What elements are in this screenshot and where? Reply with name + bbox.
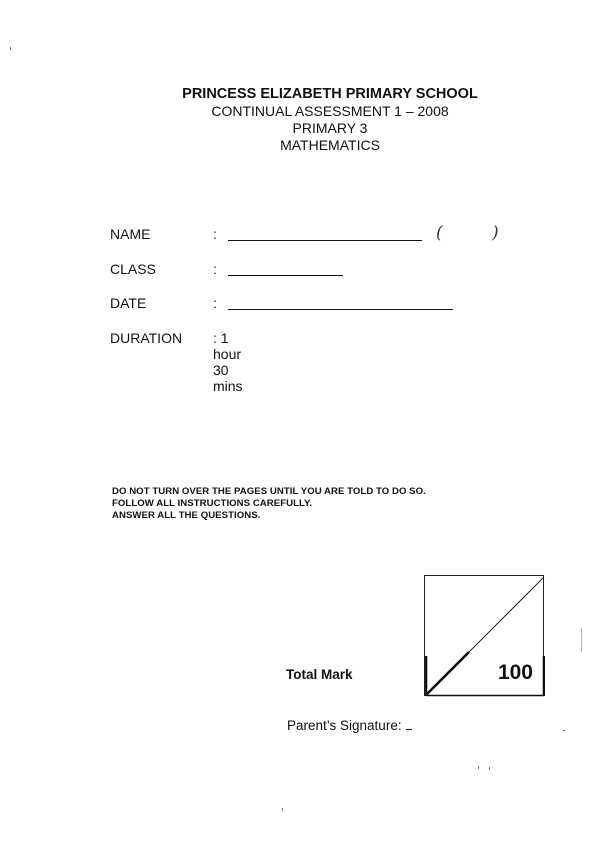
instruction-line: DO NOT TURN OVER THE PAGES UNTIL YOU ARE TOLD TO DO SO.	[112, 486, 426, 497]
instruction-line: FOLLOW ALL INSTRUCTIONS CAREFULLY.	[112, 498, 313, 509]
scan-speck	[489, 767, 490, 770]
scan-speck	[282, 808, 283, 811]
level-title: PRIMARY 3	[292, 120, 368, 136]
duration-label: DURATION	[110, 329, 183, 346]
class-label: CLASS	[110, 260, 156, 277]
name-label: NAME	[110, 226, 151, 242]
scan-edge-mark	[581, 628, 582, 652]
name-blank-line[interactable]	[228, 240, 422, 241]
duration-value: : 1 hour 30 mins	[213, 329, 243, 394]
date-label: DATE	[110, 295, 147, 311]
scan-speck	[478, 766, 479, 769]
assessment-title: CONTINUAL ASSESSMENT 1 – 2008	[211, 103, 449, 119]
instruction-line: ANSWER ALL THE QUESTIONS.	[112, 510, 261, 521]
name-colon: :	[213, 226, 217, 242]
subject-title: MATHEMATICS	[280, 137, 380, 153]
signature-label: Parent’s Signature:	[287, 718, 402, 733]
index-paren-close: )	[492, 223, 499, 243]
class-colon: :	[213, 260, 217, 277]
school-name: PRINCESS ELIZABETH PRIMARY SCHOOL	[182, 86, 478, 102]
parent-signature	[287, 718, 412, 733]
header	[0, 86, 600, 154]
index-paren-open: (	[436, 223, 443, 243]
scan-speck	[10, 47, 11, 50]
total-mark-label: Total Mark	[286, 667, 353, 682]
scan-speck	[563, 730, 565, 731]
class-blank-line[interactable]	[228, 275, 343, 276]
date-blank-line[interactable]	[228, 309, 453, 310]
instructions	[112, 486, 426, 522]
signature-blank-line[interactable]	[406, 729, 412, 730]
date-colon: :	[213, 295, 217, 311]
total-mark-box	[424, 575, 544, 696]
total-mark-out-of: 100	[497, 661, 533, 684]
